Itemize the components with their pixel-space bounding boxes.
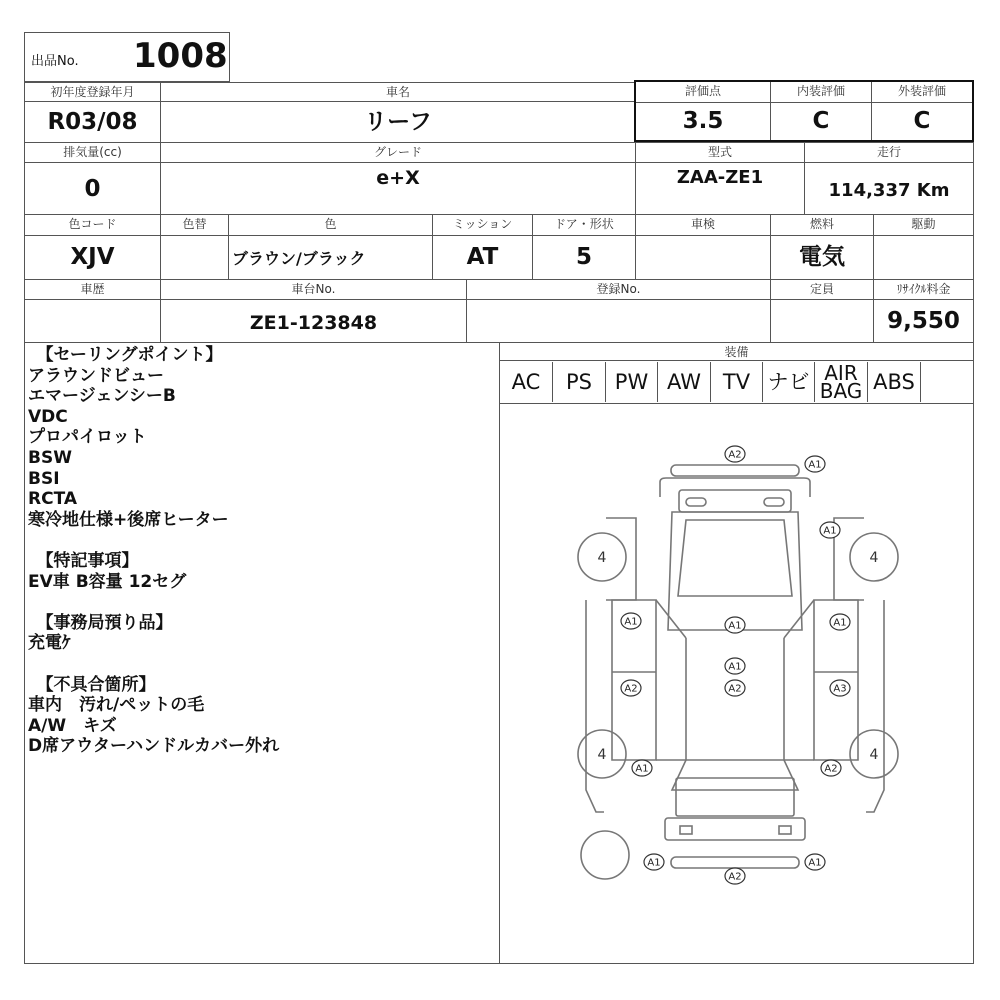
lot-number: 1008 xyxy=(133,36,228,76)
damage-mark-11 xyxy=(821,760,841,776)
tire-grade-1: 4 xyxy=(869,550,879,566)
recycle-value: 9,550 xyxy=(873,299,974,343)
svg-text:A3: A3 xyxy=(833,683,847,695)
equip-pw: PW xyxy=(606,362,658,402)
left-rocker xyxy=(586,600,604,812)
svg-text:A2: A2 xyxy=(824,763,838,775)
damage-mark-9 xyxy=(830,680,850,696)
interior-label: 内装評価 xyxy=(771,82,872,103)
model-value: ZAA-ZE1 xyxy=(635,162,805,215)
taillight-left xyxy=(680,826,692,834)
svg-text:A1: A1 xyxy=(728,661,742,673)
trunk xyxy=(665,818,805,840)
taillight-right xyxy=(779,826,791,834)
svg-text:A2: A2 xyxy=(624,683,638,695)
reg-label: 登録No. xyxy=(466,279,771,300)
svg-text:A1: A1 xyxy=(808,857,822,869)
notes-text: 【セーリングポイント】 アラウンドビュー エマージェンシーB VDC プロパイロット BSW BSI RCTA 寒冷地仕様+後席ヒーター 【特記事項】 EV車 B容量 12セグ 【事務局預り品】 充電ｹ 【不具合箇所】 車内 汚れ/ペットの毛 A/W キズ D席アウターハンドルカバー外れ xyxy=(28,345,280,757)
capacity-label: 定員 xyxy=(770,279,874,300)
equipment-label: 装備 xyxy=(500,343,973,361)
svg-text:A1: A1 xyxy=(808,459,822,471)
color-value: ブラウン/ブラック xyxy=(228,235,433,280)
svg-text:A1: A1 xyxy=(823,525,837,537)
svg-text:A1: A1 xyxy=(728,620,742,632)
model-label: 型式 xyxy=(635,142,805,163)
headlight-left xyxy=(686,498,706,506)
drive-label: 駆動 xyxy=(873,214,974,236)
history-label: 車歴 xyxy=(24,279,161,300)
svg-text:A1: A1 xyxy=(624,616,638,628)
left-pillars xyxy=(656,600,686,760)
mission-value: AT xyxy=(432,235,533,280)
equip-ps: PS xyxy=(553,362,606,402)
exterior-label: 外装評価 xyxy=(872,82,972,103)
equip-tv: TV xyxy=(711,362,763,402)
interior-value: C xyxy=(771,103,872,140)
damage-mark-5 xyxy=(830,614,850,630)
car-name-label: 車名 xyxy=(160,82,636,102)
damage-mark-3 xyxy=(621,613,641,629)
rear-window xyxy=(676,778,794,816)
mileage-label: 走行 xyxy=(804,142,974,163)
svg-text:A2: A2 xyxy=(728,871,742,883)
color-label: 色 xyxy=(228,214,433,236)
equip-abs: ABS xyxy=(868,362,921,402)
rear-bumper-strip xyxy=(671,857,799,868)
tire-grade-0: 4 xyxy=(597,550,607,566)
right-rocker xyxy=(866,600,884,812)
displacement-label: 排気量(cc) xyxy=(24,142,161,163)
color-code-label: 色コード xyxy=(24,214,161,236)
car-name-value: リーフ xyxy=(160,101,636,143)
damage-mark-2 xyxy=(820,522,840,538)
recycle-label: ﾘｻｲｸﾙ料金 xyxy=(873,279,974,300)
rear-window-frame xyxy=(672,760,798,790)
score-label: 評価点 xyxy=(636,82,771,103)
inspection-label: 車検 xyxy=(635,214,771,236)
equip-navi: ナビ xyxy=(763,362,815,402)
damage-mark-6 xyxy=(725,658,745,674)
chassis-value: ZE1-123848 xyxy=(160,299,467,343)
grille xyxy=(679,490,791,512)
chassis-label: 車台No. xyxy=(160,279,467,300)
color-code-value: XJV xyxy=(24,235,161,280)
damage-mark-4 xyxy=(725,617,745,633)
damage-mark-1 xyxy=(805,456,825,472)
first-reg-value: R03/08 xyxy=(24,101,161,143)
repaint-label: 色替 xyxy=(160,214,229,236)
damage-mark-0 xyxy=(725,446,745,462)
damage-mark-7 xyxy=(621,680,641,696)
damage-mark-13 xyxy=(805,854,825,870)
svg-text:A1: A1 xyxy=(833,617,847,629)
exterior-value: C xyxy=(913,108,931,134)
spare-tire xyxy=(581,831,629,879)
damage-mark-8 xyxy=(725,680,745,696)
front-bumper-strip xyxy=(671,465,799,476)
svg-text:A2: A2 xyxy=(728,449,742,461)
svg-text:A2: A2 xyxy=(728,683,742,695)
hood-outline xyxy=(668,512,802,630)
headlight-right xyxy=(764,498,784,506)
roof xyxy=(686,638,784,760)
door-value: 5 xyxy=(532,235,636,280)
lot-label: 出品No. xyxy=(31,54,79,69)
grade-value: e+X xyxy=(160,162,636,215)
svg-text:A1: A1 xyxy=(647,857,661,869)
door-label: ドア・形状 xyxy=(532,214,636,236)
fuel-label: 燃料 xyxy=(770,214,874,236)
damage-mark-14 xyxy=(725,868,745,884)
svg-text:A1: A1 xyxy=(635,763,649,775)
mileage-value: 114,337 Km xyxy=(804,162,974,215)
score-value: 3.5 xyxy=(636,103,771,140)
left-front-fender xyxy=(606,518,636,600)
displacement-value: 0 xyxy=(24,162,161,215)
front-bumper xyxy=(660,478,810,497)
tire-grade-2: 4 xyxy=(597,747,607,763)
damage-mark-12 xyxy=(644,854,664,870)
grade-label: グレード xyxy=(160,142,636,163)
first-reg-label: 初年度登録年月 xyxy=(24,82,161,102)
equip-ac: AC xyxy=(500,362,553,402)
right-pillars xyxy=(784,600,814,760)
tire-grade-3: 4 xyxy=(869,747,879,763)
mission-label: ミッション xyxy=(432,214,533,236)
equip-aw: AW xyxy=(658,362,711,402)
equip-airbag: AIR BAG xyxy=(815,362,868,402)
windshield xyxy=(678,520,792,596)
damage-mark-10 xyxy=(632,760,652,776)
fuel-value: 電気 xyxy=(770,235,874,280)
